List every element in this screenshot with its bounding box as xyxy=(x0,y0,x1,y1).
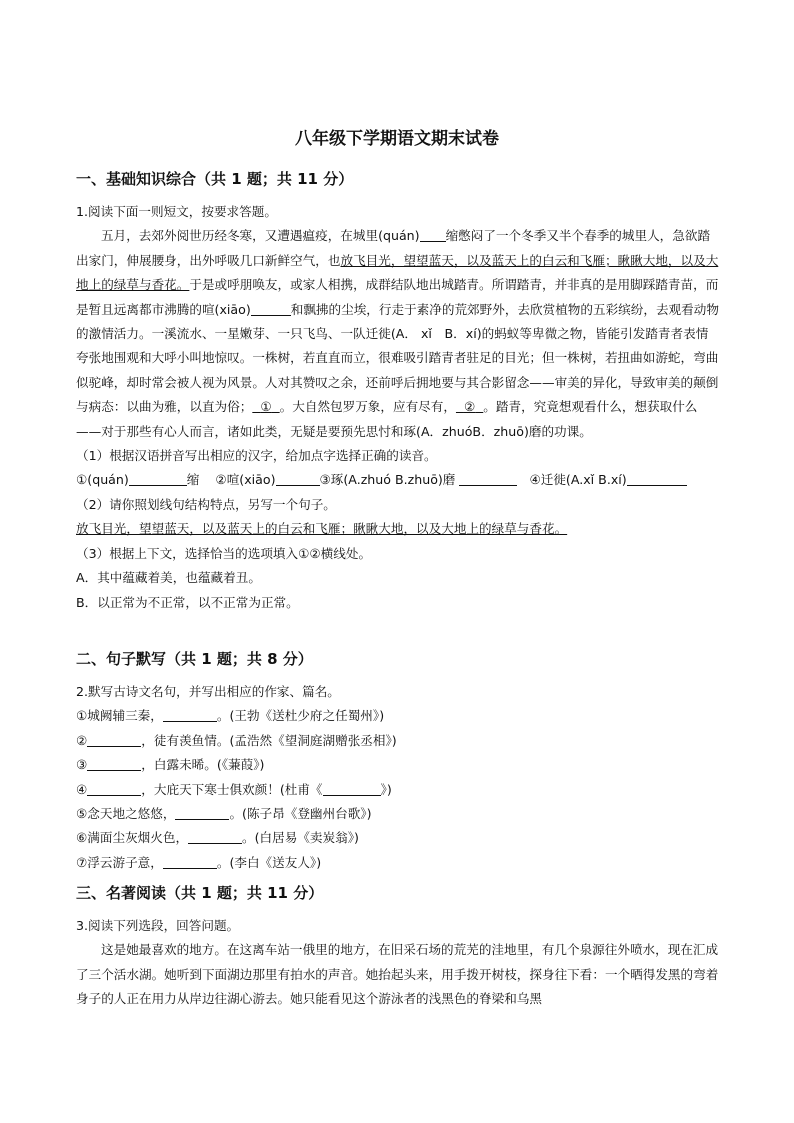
novel-excerpt: 这是她最喜欢的地方。在这离车站一俄里的地方，在旧采石场的荒芜的洼地里，有几个泉源往外喷水，现在汇成了三个活水湖。她听到下面湖边那里有拍水的声音。她抬起头来，用手拨开树枝，探身往下看：一个晒得发黑的弯着身子的人正在用力从岸边往湖心游去。她只能看见这个游泳者的浅黑色的脊梁和乌黑 xyxy=(76,942,719,1007)
question-2-intro: 2.默写古诗文名句，并写出相应的作家、篇名。 xyxy=(76,684,340,699)
poem-blank-4[interactable] xyxy=(87,781,141,796)
blank-xiao[interactable] xyxy=(251,301,291,316)
poem-item-6: ⑥满面尘灰烟火色， 。(白居易《卖炭翁》) xyxy=(76,830,359,846)
section-1-body xyxy=(76,200,720,615)
sub-question-1-answers: ①(quán) 缩 ②喧(xiāo) ③琢(A.zhuó B.zhuō)磨 ④迁徙(A.xǐ B.xí) xyxy=(76,468,720,492)
page-title: 八年级下学期语文期末试卷 xyxy=(295,129,499,149)
reading-passage: 五月，去郊外阅世历经冬寒，又遭遇瘟疫，在城里(quán) 缩憋闷了一个冬季又半个春季的城里人，急欲踏出家门，伸展腰身，出外呼吸几口新鲜空气，也放飞目光，望望蓝天，以及蓝天上的白云和飞雁；瞅瞅大地，以及大地上的绿草与香花。于是或呼朋唤友，或家人相携，成群结队地出城踏青。所谓踏青，并非真的是用脚踩踏青苗，而是暂且远离都市沸腾的喧(xiāo) 和飘拂的尘埃，行走于素净的荒郊野外，去欣赏植物的五彩缤纷，去观看动物的激情活力。一溪流水、一星嫩芽、一只飞鸟、一队迁徙(A． xǐ B．xí)的蚂蚁等卑微之物，皆能引发踏青者表情夸张地围观和大呼小叫地惊叹。一株树，若直直而立，很难吸引踏青者驻足的目光；但一株树，若扭曲如游蛇，弯曲似驼峰，却时常会被人视为风景。人对其赞叹之余，还前呼后拥地要与其合影留念——审美的异化，导致审美的颠倒与病态：以曲为雅，以直为俗； ① 。大自然包罗万象，应有尽有， ② 。踏青，究竟想观看什么，想获取什么——对于那些有心人而言，诸如此类，无疑是要预先思忖和琢(A．zhuóB．zhuō)磨的功课。 xyxy=(76,228,719,439)
poem-item-5: ⑤念天地之悠悠， 。(陈子昂《登幽州台歌》) xyxy=(76,806,372,822)
section-2-heading: 二、句子默写（共 1 题；共 8 分） xyxy=(76,650,313,668)
poem-blank-7[interactable] xyxy=(163,854,217,869)
sub-question-2-sentence: 放飞目光，望望蓝天，以及蓝天上的白云和飞雁；瞅瞅大地，以及大地上的绿草与香花。 xyxy=(76,521,568,537)
poem-blank-5[interactable] xyxy=(175,805,229,820)
sub-question-1: （1）根据汉语拼音写出相应的汉字，给加点字选择正确的读音。 xyxy=(76,448,437,464)
answer-4-field[interactable] xyxy=(627,471,687,486)
sub-question-3: （3）根据上下文，选择恰当的选项填入①②横线处。 xyxy=(76,545,372,561)
poem-item-2: ② ，徒有羡鱼情。(孟浩然《望洞庭湖赠张丞相》) xyxy=(76,732,397,748)
poem-item-3: ③ ，白露未晞。(《蒹葭》) xyxy=(76,757,265,773)
poem-blank-3[interactable] xyxy=(87,756,141,771)
poem-title-blank[interactable] xyxy=(323,781,381,796)
section-3-body xyxy=(76,914,720,1012)
answer-1-field[interactable] xyxy=(129,471,187,486)
sub-question-2: （2）请你照划线句结构特点，另写一个句子。 xyxy=(76,496,336,512)
section-2-body xyxy=(76,680,726,875)
underlined-sentence: 放飞目光，望望蓝天，以及蓝天上的白云和飞雁；瞅瞅大地，以及大地上的绿草与香花。 xyxy=(76,252,719,293)
poem-item-7: ⑦浮云游子意， 。(李白《送友人》) xyxy=(76,854,322,870)
option-a[interactable]: A．其中蕴藏着美，也蕴藏着丑。 xyxy=(76,570,261,586)
blank-quan[interactable] xyxy=(420,227,446,242)
question-1-intro: 1.阅读下面一则短文，按要求答题。 xyxy=(76,204,277,219)
option-b[interactable]: B．以正常为不正常，以不正常为正常。 xyxy=(76,594,299,610)
section-1-heading: 一、基础知识综合（共 1 题；共 11 分） xyxy=(76,170,354,188)
poem-blank-2[interactable] xyxy=(87,732,141,747)
answer-3-field[interactable] xyxy=(459,471,517,486)
blank-2[interactable]: ② xyxy=(463,399,476,415)
blank-1[interactable]: ① xyxy=(260,399,272,415)
poem-item-1: ①城阙辅三秦， 。(王勃《送杜少府之任蜀州》) xyxy=(76,708,385,724)
poem-item-4: ④ ，大庇天下寒士俱欢颜！(杜甫《 》) xyxy=(76,781,392,797)
section-3-heading: 三、名著阅读（共 1 题；共 11 分） xyxy=(76,884,324,902)
poem-blank-1[interactable] xyxy=(163,707,217,722)
answer-2-field[interactable] xyxy=(276,471,320,486)
question-3-intro: 3.阅读下列选段，回答问题。 xyxy=(76,918,240,933)
poem-blank-6[interactable] xyxy=(188,829,242,844)
